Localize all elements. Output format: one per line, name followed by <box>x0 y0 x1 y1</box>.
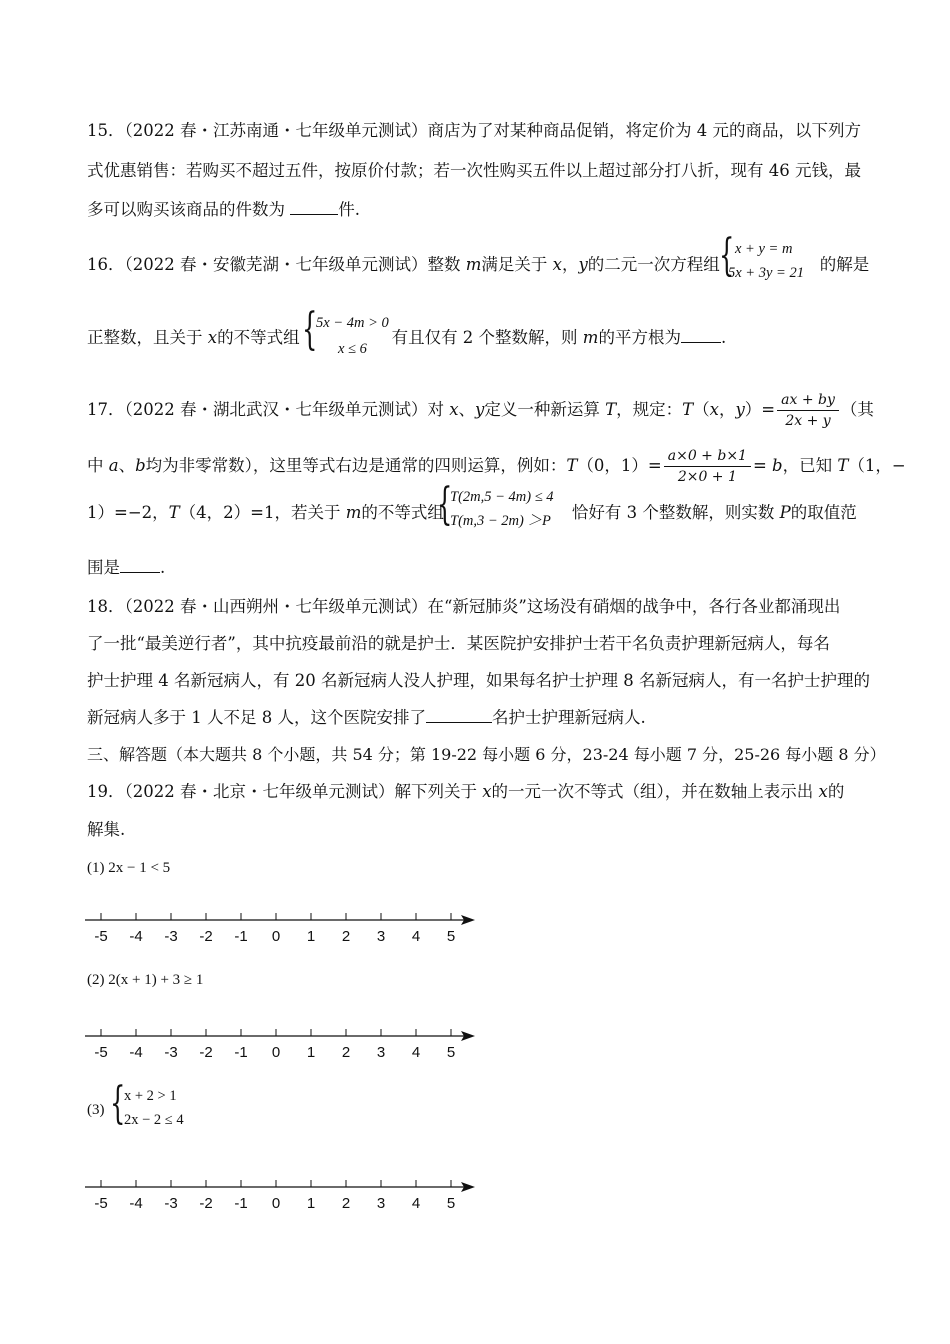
q15-text-end: 件. <box>338 200 360 219</box>
q17-text: 、 <box>458 400 476 419</box>
q16-text: 的不等式组 <box>217 328 300 347</box>
q16-text: 满足关于 <box>481 255 553 274</box>
var-m: m <box>465 255 482 274</box>
tick-label: 5 <box>446 928 456 945</box>
inequality-2: x ≤ 6 <box>338 341 367 357</box>
q17-text: （ <box>693 400 710 419</box>
tick-label: -3 <box>164 928 178 945</box>
tick-label: 2 <box>341 1195 351 1212</box>
q18-line-1: 18．（2022 春・山西朔州・七年级单元测试）在“新冠肺炎”这场没有硝烟的战争中，各行各业都涌现出 <box>87 597 841 616</box>
tick-label: 1 <box>306 1044 316 1061</box>
q17-text: 均为非零常数），这里等式右边是通常的四则运算，例如： <box>145 456 567 475</box>
q17-text: （其 <box>840 400 874 419</box>
system-brace: { <box>437 479 453 530</box>
tick-label: -2 <box>199 928 213 945</box>
inequality-1: T(2m,5 − 4m) ≤ 4 <box>450 489 554 505</box>
q18-line-2: 了一批“最美逆行者”，其中抗疫最前沿的就是护士．某医院护安排护士若干名负责护理新冠病人，每名 <box>87 634 830 653</box>
q15-line-3 <box>87 200 360 220</box>
answer-blank <box>290 200 338 215</box>
tick-label: 1 <box>306 928 316 945</box>
var-x: x <box>709 400 719 419</box>
q17-text: 17．（2022 春・湖北武汉・七年级单元测试）对 <box>87 400 450 419</box>
q17-text: 围是 <box>87 558 120 577</box>
tick-label: 4 <box>411 1195 421 1212</box>
var-y: y <box>475 400 485 419</box>
q15-line-2: 式优惠销售：若购买不超过五件，按原价付款；若一次性购买五件以上超过部分打八折，现有 46 元钱，最 <box>87 161 861 180</box>
q19-text: 的 <box>827 782 845 801</box>
fraction-example <box>664 448 751 485</box>
tick-label: -2 <box>199 1195 213 1212</box>
tick-label: 1 <box>306 1195 316 1212</box>
var-m: m <box>345 503 362 522</box>
var-x: x <box>449 400 459 419</box>
tick-label: 0 <box>271 1195 281 1212</box>
q17-text: 中 <box>87 456 109 475</box>
inequality-2: 2x − 2 ≤ 4 <box>124 1112 184 1128</box>
tick-label: 5 <box>446 1044 456 1061</box>
var-m: m <box>582 328 599 347</box>
q19-line-2: 解集. <box>87 820 126 839</box>
q16-text: . <box>720 328 727 347</box>
tick-label: -2 <box>199 1044 213 1061</box>
var-T: T <box>566 456 578 475</box>
inequality-1: x + 2 > 1 <box>124 1088 177 1104</box>
fraction-denominator: 2x + y <box>785 413 831 429</box>
q18-text: 新冠病人多于 1 人不足 8 人，这个医院安排了 <box>87 708 426 727</box>
tick-label: -4 <box>129 1195 143 1212</box>
q17-text: （0，1）= <box>577 456 662 475</box>
q17-line-2 <box>87 448 906 485</box>
fraction-numerator: a×0 + b×1 <box>664 448 751 467</box>
var-P: P <box>779 503 791 522</box>
fraction-definition <box>777 392 839 429</box>
q17-text: ， <box>718 400 736 419</box>
q16-text: 正整数，且关于 <box>87 328 208 347</box>
tick-label: 2 <box>341 1044 351 1061</box>
fraction-numerator: ax + by <box>777 392 839 411</box>
part-2: (2) 2(x + 1) + 3 ≥ 1 <box>87 972 204 988</box>
q18-line-4 <box>87 708 646 728</box>
equation-2: 5x + 3y = 21 <box>728 265 804 281</box>
tick-label: 0 <box>271 928 281 945</box>
system-brace: { <box>302 304 318 355</box>
var-b: b <box>772 456 783 475</box>
q16-text: 的二元一次方程组 <box>587 255 720 274</box>
var-T: T <box>168 503 180 522</box>
number-line-1 <box>85 908 485 952</box>
system-brace: { <box>110 1078 126 1129</box>
q16-text: 16．（2022 春・安徽芜湖・七年级单元测试）整数 <box>87 255 466 274</box>
part-1: (1) 2x − 1 < 5 <box>87 860 171 876</box>
q15-text: 多可以购买该商品的件数为 <box>87 200 291 219</box>
var-b: b <box>135 456 146 475</box>
var-T: T <box>605 400 617 419</box>
equation-1: x + y = m <box>735 241 793 257</box>
tick-label: -3 <box>164 1044 178 1061</box>
q18-line-3: 护士护理 4 名新冠病人，有 20 名新冠病人没人护理，如果每名护士护理 8 名新冠病人，有一名护士护理的 <box>87 671 870 690</box>
tick-label: -4 <box>129 1044 143 1061</box>
tick-label: -5 <box>94 928 108 945</box>
q17-text: 的取值范 <box>790 503 857 522</box>
tick-label: -4 <box>129 928 143 945</box>
q17-text: 恰好有 3 个整数解，则实数 <box>571 503 780 522</box>
q17-text: = <box>752 456 773 475</box>
q16-text: 有且仅有 2 个整数解，则 <box>391 328 583 347</box>
tick-label: 5 <box>446 1195 456 1212</box>
number-line-2 <box>85 1024 485 1068</box>
number-line-3 <box>85 1175 485 1219</box>
var-x: x <box>482 782 492 801</box>
q16-line-2 <box>87 328 726 348</box>
q16-text: 的平方根为 <box>598 328 681 347</box>
var-x: x <box>207 328 218 347</box>
q17-line-4 <box>87 558 165 578</box>
q17-text: ，已知 <box>782 456 838 475</box>
q17-text: 1）=−2， <box>87 503 169 522</box>
tick-label: -5 <box>94 1044 108 1061</box>
var-x: x <box>552 255 562 274</box>
var-T: T <box>682 400 694 419</box>
q19-text: 19．（2022 春・北京・七年级单元测试）解下列关于 <box>87 782 483 801</box>
tick-label: 4 <box>411 1044 421 1061</box>
q17-text: 定义一种新运算 <box>484 400 606 419</box>
q18-text: 名护士护理新冠病人. <box>491 708 646 727</box>
part-3-label: (3) <box>87 1102 105 1118</box>
q17-text: 、 <box>118 456 136 475</box>
inequality-2: T(m,3 − 2m) ＞P <box>450 513 551 529</box>
tick-label: 2 <box>341 928 351 945</box>
tick-label: -1 <box>234 1195 248 1212</box>
tick-label: 3 <box>376 928 386 945</box>
answer-blank <box>120 558 160 573</box>
tick-label: -1 <box>234 928 248 945</box>
q17-text: ，规定： <box>616 400 683 419</box>
var-T: T <box>837 456 849 475</box>
q19-line-1 <box>87 782 844 802</box>
section-heading: 三、解答题（本大题共 8 个小题，共 54 分；第 19-22 每小题 6 分，23-24 每小题 7 分，25-26 每小题 8 分） <box>87 745 886 764</box>
tick-label: -1 <box>234 1044 248 1061</box>
q19-text: 的一元一次不等式（组），并在数轴上表示出 <box>491 782 819 801</box>
tick-label: -5 <box>94 1195 108 1212</box>
q17-text: . <box>160 558 166 577</box>
inequality-1: 5x − 4m > 0 <box>316 315 389 331</box>
answer-blank <box>681 328 721 343</box>
tick-label: 3 <box>376 1044 386 1061</box>
q15-line-1: 15．（2022 春・江苏南通・七年级单元测试）商店为了对某种商品促销，将定价为 4 元的商品，以下列方 <box>87 121 861 140</box>
var-y: y <box>735 400 745 419</box>
q16-text: ， <box>561 255 579 274</box>
var-y: y <box>578 255 588 274</box>
system-brace: { <box>719 230 735 281</box>
answer-blank <box>426 708 492 723</box>
tick-label: 0 <box>271 1044 281 1061</box>
tick-label: 3 <box>376 1195 386 1212</box>
q17-text: 的不等式组 <box>361 503 444 522</box>
q17-text: ）= <box>744 400 776 419</box>
var-x: x <box>818 782 828 801</box>
var-a: a <box>108 456 119 475</box>
fraction-denominator: 2×0 + 1 <box>677 469 737 485</box>
tick-label: -3 <box>164 1195 178 1212</box>
q17-text: （4，2）=1，若关于 <box>179 503 346 522</box>
q17-line-1 <box>87 392 874 429</box>
q16-text: 的解是 <box>819 255 870 274</box>
tick-label: 4 <box>411 928 421 945</box>
q17-text: （1，− <box>848 456 906 475</box>
